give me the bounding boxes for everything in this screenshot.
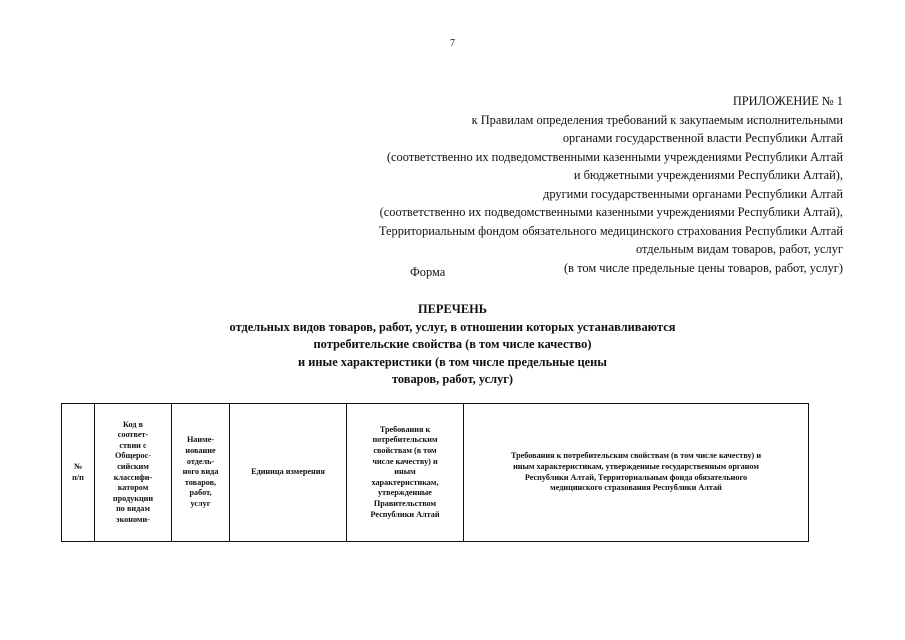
cell-line: №	[73, 461, 83, 471]
cell-line: Наиме-	[186, 435, 215, 445]
header-requirements-government-cell	[347, 404, 464, 542]
cell-line: работ,	[189, 488, 212, 498]
cell-line: Единица измерения	[251, 467, 325, 477]
cell-line: катором	[117, 483, 149, 493]
heading-line: отдельных видов товаров, работ, услуг, в отношении которых устанавливаются	[229, 319, 676, 334]
cell-line: сийским	[117, 461, 149, 471]
appendix-line: к Правилам определения требований к закупаемым исполнительными	[471, 112, 843, 127]
header-code-cell	[95, 404, 172, 542]
cell-line: числе качеству) и	[372, 456, 438, 466]
appendix-line: (соответственно их подведомственными казенными учреждениями Республики Алтай),	[379, 205, 843, 219]
cell-line: характеристикам,	[371, 477, 439, 487]
header-name-cell	[172, 404, 230, 542]
page-number: 7	[450, 38, 455, 49]
cell-line: продукции	[112, 493, 154, 503]
cell-line: нование	[185, 446, 216, 456]
heading-title: ПЕРЕЧЕНЬ	[418, 302, 487, 316]
header-number-cell	[62, 404, 95, 542]
appendix-block	[379, 92, 843, 277]
appendix-line: Территориальным фондом обязательного медицинского страхования Республики Алтай	[378, 223, 843, 238]
table-header-row	[62, 404, 809, 542]
cell-line: ствии с	[119, 440, 147, 450]
cell-line: отдель-	[186, 456, 215, 466]
cell-line: услуг	[190, 498, 211, 508]
list-heading	[0, 301, 905, 389]
cell-line: Требования к потребительским свойствам (в том числе качеству) и	[510, 451, 762, 461]
cell-line: Требования к	[379, 424, 431, 434]
appendix-line: органами государственной власти Республики Алтай	[562, 131, 843, 145]
heading-line: потребительские свойства (в том числе качество)	[313, 337, 592, 351]
cell-line: Республики Алтай	[370, 509, 440, 519]
cell-line: свойствам (в том	[373, 446, 437, 456]
cell-line: товаров,	[184, 477, 217, 487]
cell-line: п/п	[72, 472, 84, 482]
appendix-line: (в том числе предельные цены товаров, работ, услуг)	[564, 260, 843, 275]
form-label: Форма	[410, 265, 446, 279]
appendix-line: и бюджетными учреждениями Республики Алтай),	[573, 168, 843, 182]
heading-line: и иные характеристики (в том числе предельные цены	[298, 354, 607, 369]
appendix-line: отдельным видам товаров, работ, услуг	[636, 242, 843, 256]
heading-line: товаров, работ, услуг)	[391, 372, 514, 386]
cell-line: классифи-	[113, 472, 153, 482]
cell-line: Республики Алтай, Территориальным фонда обязательного	[524, 472, 748, 482]
appendix-title: ПРИЛОЖЕНИЕ № 1	[732, 94, 843, 108]
cell-line: Общерос-	[114, 451, 152, 461]
cell-line: Правительством	[373, 498, 437, 508]
appendix-line: (соответственно их подведомственными казенными учреждениями Республики Алтай	[386, 149, 843, 164]
cell-line: утвержденные	[378, 488, 432, 498]
requirements-table	[61, 403, 809, 542]
cell-line: Код в	[123, 419, 143, 429]
header-requirements-authority-cell	[464, 404, 809, 542]
cell-line: по видам	[116, 504, 150, 514]
cell-line: иным характеристикам, утвержденные государственным органом	[513, 461, 759, 471]
cell-line: иным	[394, 467, 416, 477]
cell-line: экономи-	[116, 514, 150, 524]
cell-line: потребительским	[372, 435, 438, 445]
header-unit-cell	[230, 404, 347, 542]
cell-line: ного вида	[182, 467, 219, 477]
cell-line: соответ-	[117, 430, 149, 440]
appendix-line: другими государственными органами Республики Алтай	[543, 186, 843, 201]
cell-line: медицинского страхования Республики Алтай	[550, 483, 722, 493]
